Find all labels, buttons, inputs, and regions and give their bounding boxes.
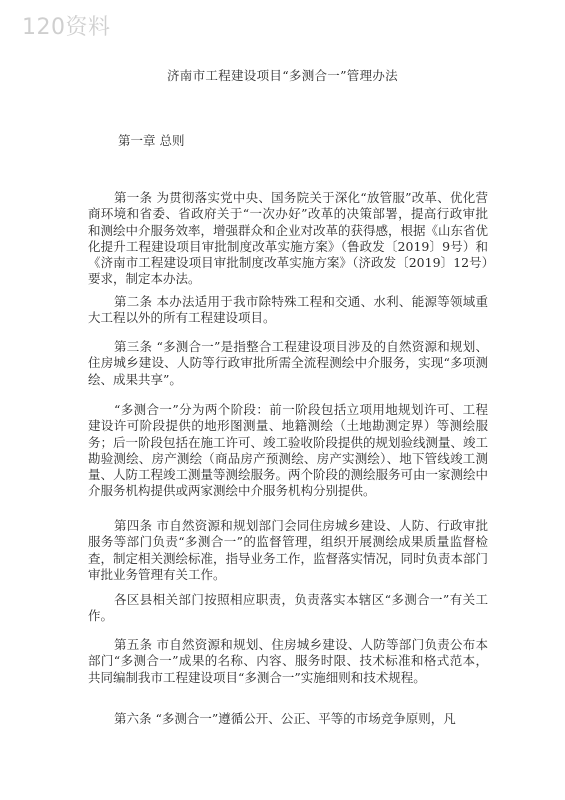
paragraph-article-1: 第一条 为贯彻落实党中央、国务院关于深化“放管服”改革、优化营商环境和省委、省政府关于“一次办好”改革的决策部署，提高行政审批和测绘中介服务效率，增强群众和企业对改革的获得感，根据《山东省优化提升工程建设项目审批制度改革实施方案》（鲁政发〔2019〕9号）和《济南市工程建设项目审批制度改革实施方案》（济政发〔2019〕12号）要求，制定本办法。: [88, 190, 489, 287]
document-title: 济南市工程建设项目“多测合一”管理办法: [167, 68, 398, 83]
chapter-heading: 第一章 总则: [118, 133, 185, 148]
paragraph-article-6: 第六条 “多测合一”遵循公开、公正、平等的市场竞争原则，凡: [114, 711, 456, 726]
paragraph-article-3: 第三条 “多测合一”是指整合工程建设项目涉及的自然资源和规划、住房城乡建设、人防等行政审批所需全流程测绘中介服务，实现“多项测绘、成果共享”。: [88, 339, 488, 387]
paragraph-article-2: 第二条 本办法适用于我市除特殊工程和交通、水利、能源等领域重大工程以外的所有工程建设项目。: [88, 294, 488, 326]
paragraph-article-3-stages: “多测合一”分为两个阶段：前一阶段包括立项用地规划许可、工程建设许可阶段提供的地形图测量、地籍测绘（土地勘测定界）等测绘服务；后一阶段包括在施工许可、竣工验收阶段提供的规划验线测量、竣工勘验测绘、房产测绘（商品房产预测绘、房产实测绘）、地下管线竣工测量、人防工程竣工测量等测绘服务。两个阶段的测绘服务可由一家测绘中介服务机构提供或两家测绘中介服务机构分别提供。: [88, 402, 489, 499]
paragraph-article-5: 第五条 市自然资源和规划、住房城乡建设、人防等部门负责公布本部门“多测合一”成果的名称、内容、服务时限、技术标准和格式范本，共同编制我市工程建设项目“多测合一”实施细则和技术规程。: [88, 637, 488, 685]
paragraph-article-4-districts: 各区县相关部门按照相应职责，负责落实本辖区“多测合一”有关工作。: [88, 592, 488, 624]
watermark-text: 120资料: [22, 15, 111, 40]
paragraph-article-4: 第四条 市自然资源和规划部门会同住房城乡建设、人防、行政审批服务等部门负责“多测合一”的监督管理，组织开展测绘成果质量监督检查，制定相关测绘标准，指导业务工作，监督落实情况，同时负责本部门审批业务管理有关工作。: [88, 518, 489, 582]
